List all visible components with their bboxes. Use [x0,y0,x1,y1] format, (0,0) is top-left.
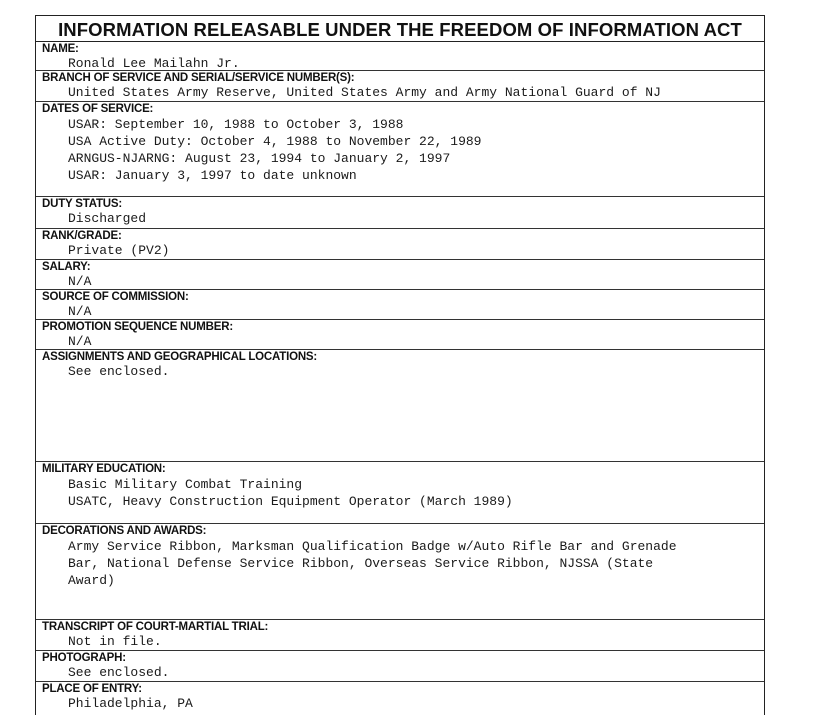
decorations-line: Bar, National Defense Service Ribbon, Overseas Service Ribbon, NJSSA (State [68,556,654,571]
transcript-label: TRANSCRIPT OF COURT-MARTIAL TRIAL: [42,621,269,633]
place-of-entry-label: PLACE OF ENTRY: [42,683,142,695]
salary-label: SALARY: [42,261,91,273]
promotion-label: PROMOTION SEQUENCE NUMBER: [42,321,233,333]
transcript-section [36,620,764,651]
dates-line: USAR: January 3, 1997 to date unknown [68,168,357,183]
photograph-section [36,651,764,682]
salary-section [36,260,764,290]
form-title: INFORMATION RELEASABLE UNDER THE FREEDOM OF INFORMATION ACT [36,16,764,42]
decorations-line: Army Service Ribbon, Marksman Qualification Badge w/Auto Rifle Bar and Grenade [68,539,677,554]
rank-label: RANK/GRADE: [42,230,122,242]
duty-status-value: Discharged [68,211,147,226]
promotion-section [36,320,764,350]
dates-label: DATES OF SERVICE: [42,103,154,115]
duty-status-section [36,197,764,229]
photograph-value: See enclosed. [68,665,170,680]
photograph-label: PHOTOGRAPH: [42,652,126,664]
dates-line: USAR: September 10, 1988 to October 3, 1988 [68,117,404,132]
commission-label: SOURCE OF COMMISSION: [42,291,189,303]
assignments-section [36,350,764,462]
name-value: Ronald Lee Mailahn Jr. [68,56,240,71]
duty-status-label: DUTY STATUS: [42,198,123,210]
dates-section [36,102,764,197]
education-line: USATC, Heavy Construction Equipment Operator (March 1989) [68,494,513,509]
education-label: MILITARY EDUCATION: [42,463,166,475]
branch-section [36,71,764,102]
rank-value: Private (PV2) [68,243,170,258]
promotion-value: N/A [68,334,92,349]
education-line: Basic Military Combat Training [68,477,303,492]
branch-value: United States Army Reserve, United States Army and Army National Guard of NJ [68,85,661,100]
education-section [36,462,764,524]
salary-value: N/A [68,274,92,289]
assignments-label: ASSIGNMENTS AND GEOGRAPHICAL LOCATIONS: [42,351,318,363]
place-of-entry-value: Philadelphia, PA [68,696,193,711]
commission-value: N/A [68,304,92,319]
decorations-label: DECORATIONS AND AWARDS: [42,525,207,537]
branch-label: BRANCH OF SERVICE AND SERIAL/SERVICE NUMBER(S): [42,72,355,84]
dates-line: ARNGUS-NJARNG: August 23, 1994 to January 2, 1997 [68,151,451,166]
decorations-line: Award) [68,573,115,588]
decorations-section [36,524,764,620]
assignments-value: See enclosed. [68,364,170,379]
commission-section [36,290,764,320]
name-section [36,42,764,71]
rank-section [36,229,764,260]
name-label: NAME: [42,43,79,55]
place-of-entry-section [36,682,764,722]
transcript-value: Not in file. [68,634,162,649]
foia-form [35,15,765,715]
dates-line: USA Active Duty: October 4, 1988 to November 22, 1989 [68,134,482,149]
